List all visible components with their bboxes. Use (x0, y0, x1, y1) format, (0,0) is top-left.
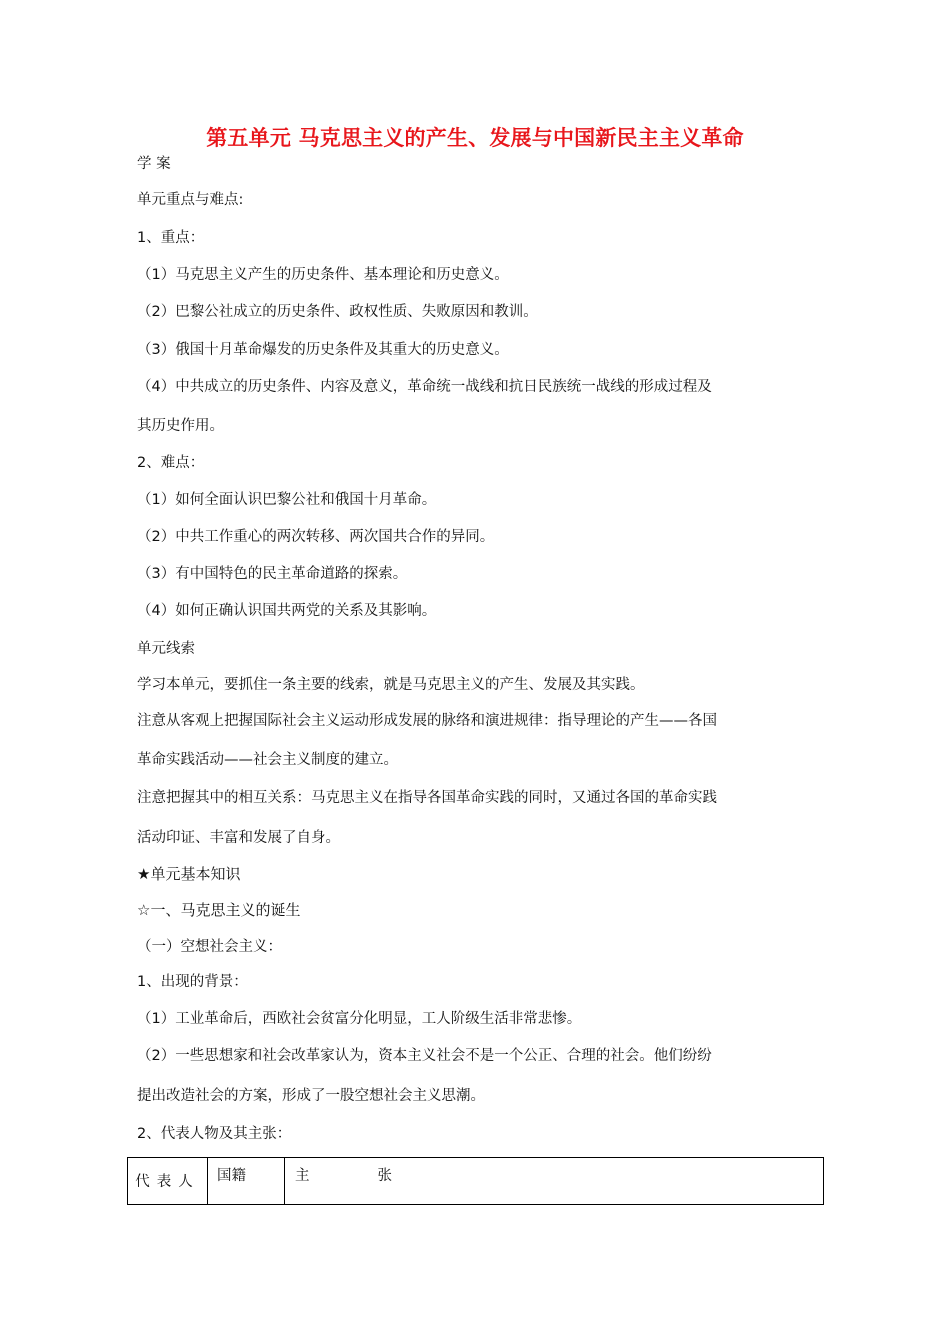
key-points-heading: 1、重点： (137, 230, 205, 246)
header-claims (285, 1158, 824, 1205)
key-point-item: （1）马克思主义产生的历史条件、基本理论和历史意义。 (137, 267, 509, 283)
focus-heading: 单元重点与难点: (137, 192, 244, 208)
key-point-item: （4）中共成立的历史条件、内容及意义，革命统一战线和抗日民族统一战线的形成过程及 (137, 379, 712, 395)
background-heading: 1、出现的背景： (137, 974, 248, 990)
clue-line: 学习本单元，要抓住一条主要的线索，就是马克思主义的产生、发展及其实践。 (137, 677, 645, 693)
section-heading: ☆一、马克思主义的诞生 (137, 901, 301, 919)
figures-heading: 2、代表人物及其主张： (137, 1126, 292, 1142)
difficult-point-item: （2）中共工作重心的两次转移、两次国共合作的异同。 (137, 529, 495, 545)
header-claims-char-1: 主 (295, 1168, 310, 1184)
difficult-point-item: （3）有中国特色的民主革命道路的探索。 (137, 566, 408, 582)
basics-heading: ★单元基本知识 (137, 865, 241, 883)
subsection-heading: （一）空想社会主义： (137, 939, 282, 955)
document-title: 第五单元 马克思主义的产生、发展与中国新民主主义革命 (206, 126, 744, 150)
header-representative: 代表人 (128, 1158, 208, 1205)
key-point-item: （2）巴黎公社成立的历史条件、政权性质、失败原因和教训。 (137, 304, 538, 320)
background-item: （1）工业革命后，西欧社会贫富分化明显，工人阶级生活非常悲惨。 (137, 1011, 582, 1027)
clue-line: 注意把握其中的相互关系：马克思主义在指导各国革命实践的同时，又通过各国的革命实践 (137, 790, 717, 806)
header-nationality: 国籍 (208, 1158, 285, 1205)
table-header-row (128, 1158, 824, 1205)
background-item-continued: 提出改造社会的方案，形成了一股空想社会主义思潮。 (137, 1088, 485, 1104)
difficult-point-item: （1）如何全面认识巴黎公社和俄国十月革命。 (137, 492, 437, 508)
header-claims-char-2: 张 (377, 1168, 392, 1184)
clue-line: 革命实践活动——社会主义制度的建立。 (137, 752, 398, 768)
clue-line: 活动印证、丰富和发展了自身。 (137, 830, 340, 846)
background-item: （2）一些思想家和社会改革家认为，资本主义社会不是一个公正、合理的社会。他们纷纷 (137, 1048, 712, 1064)
difficult-points-heading: 2、难点： (137, 455, 205, 471)
key-point-item-continued: 其历史作用。 (137, 418, 224, 434)
representatives-table (127, 1157, 824, 1205)
doc-type-label: 学 案 (137, 156, 171, 172)
difficult-point-item: （4）如何正确认识国共两党的关系及其影响。 (137, 603, 437, 619)
clue-heading: 单元线索 (137, 641, 195, 657)
clue-line: 注意从客观上把握国际社会主义运动形成发展的脉络和演进规律：指导理论的产生——各国 (137, 713, 717, 729)
key-point-item: （3）俄国十月革命爆发的历史条件及其重大的历史意义。 (137, 342, 509, 358)
